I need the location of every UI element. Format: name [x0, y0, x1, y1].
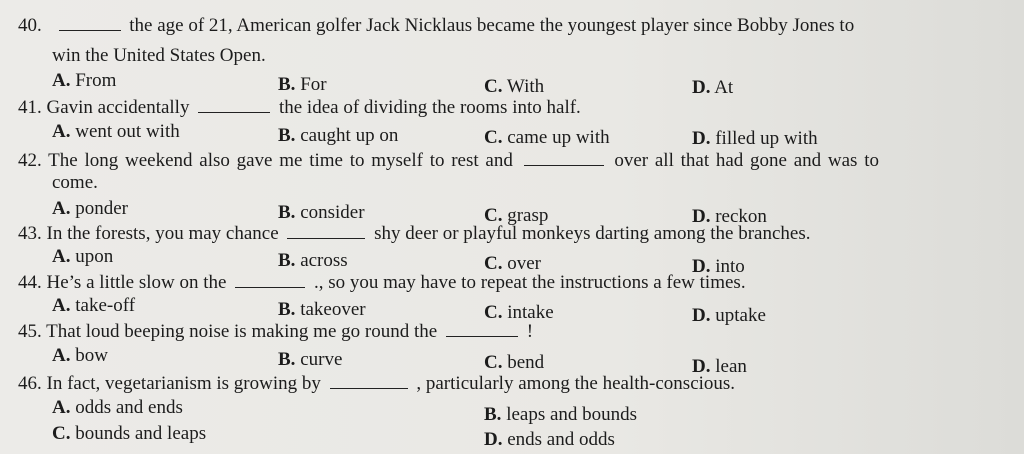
option: B. curve [278, 349, 343, 370]
question-text: He’s a little slow on the [46, 272, 227, 293]
question-text: over all that had gone and was to [614, 150, 879, 171]
answer-blank [287, 222, 365, 239]
option: B. consider [278, 202, 365, 223]
question-text: The long weekend also gave me time to myself to rest and [48, 150, 513, 171]
option: A. bow [52, 345, 108, 366]
option: A. take-off [52, 295, 136, 316]
question-text: That loud beeping noise is making me go round the [46, 321, 438, 342]
question-40 [18, 14, 854, 37]
option: D. ends and odds [484, 429, 615, 450]
option: D. At [692, 77, 734, 98]
answer-blank [524, 149, 604, 166]
option: A. upon [52, 246, 114, 267]
option: C. bend [484, 352, 545, 373]
question-text: shy deer or playful monkeys darting among the branches. [374, 223, 811, 244]
question-text: In the forests, you may chance [46, 223, 279, 244]
option: D. reckon [692, 206, 767, 227]
question-number: 43. [18, 223, 42, 244]
question-number: 40. [18, 15, 42, 36]
option: A. odds and ends [52, 397, 183, 418]
question-46 [18, 372, 735, 395]
option: B. caught up on [278, 125, 399, 146]
question-continuation: come. [52, 172, 98, 193]
question-text: Gavin accidentally [46, 97, 190, 118]
option: D. uptake [692, 305, 766, 326]
question-continuation: win the United States Open. [52, 45, 266, 66]
question-41 [18, 96, 581, 119]
question-number: 41. [18, 97, 42, 118]
option: D. lean [692, 356, 747, 377]
option: B. takeover [278, 299, 366, 320]
option: B. across [278, 250, 348, 271]
option: C. bounds and leaps [52, 423, 207, 444]
option: D. into [692, 256, 745, 277]
question-text: ., so you may have to repeat the instructions a few times. [313, 272, 746, 293]
option: A. From [52, 70, 117, 91]
question-text: the age of 21, American golfer Jack Nicklaus became the youngest player since Bobby Jones to [129, 15, 855, 36]
answer-blank [198, 96, 270, 113]
option: A. went out with [52, 121, 180, 142]
question-number: 44. [18, 272, 42, 293]
question-42 [18, 149, 879, 172]
option: C. intake [484, 302, 554, 323]
question-number: 46. [18, 373, 42, 394]
question-text: , particularly among the health-conscious. [416, 373, 736, 394]
option: C. grasp [484, 205, 549, 226]
option: C. With [484, 76, 545, 97]
question-44 [18, 271, 746, 294]
option: B. For [278, 74, 327, 95]
question-text: ! [526, 321, 534, 342]
question-number: 42. [18, 150, 42, 171]
option: C. over [484, 253, 541, 274]
option: D. filled up with [692, 128, 818, 149]
answer-blank [235, 271, 305, 288]
question-45 [18, 320, 533, 343]
question-43 [18, 222, 811, 245]
answer-blank [59, 14, 121, 31]
answer-blank [446, 320, 518, 337]
answer-blank [330, 372, 408, 389]
option: B. leaps and bounds [484, 404, 638, 425]
option: A. ponder [52, 198, 128, 219]
question-number: 45. [18, 321, 42, 342]
question-text: In fact, vegetarianism is growing by [46, 373, 321, 394]
option: C. came up with [484, 127, 610, 148]
question-text: the idea of dividing the rooms into half. [278, 97, 581, 118]
